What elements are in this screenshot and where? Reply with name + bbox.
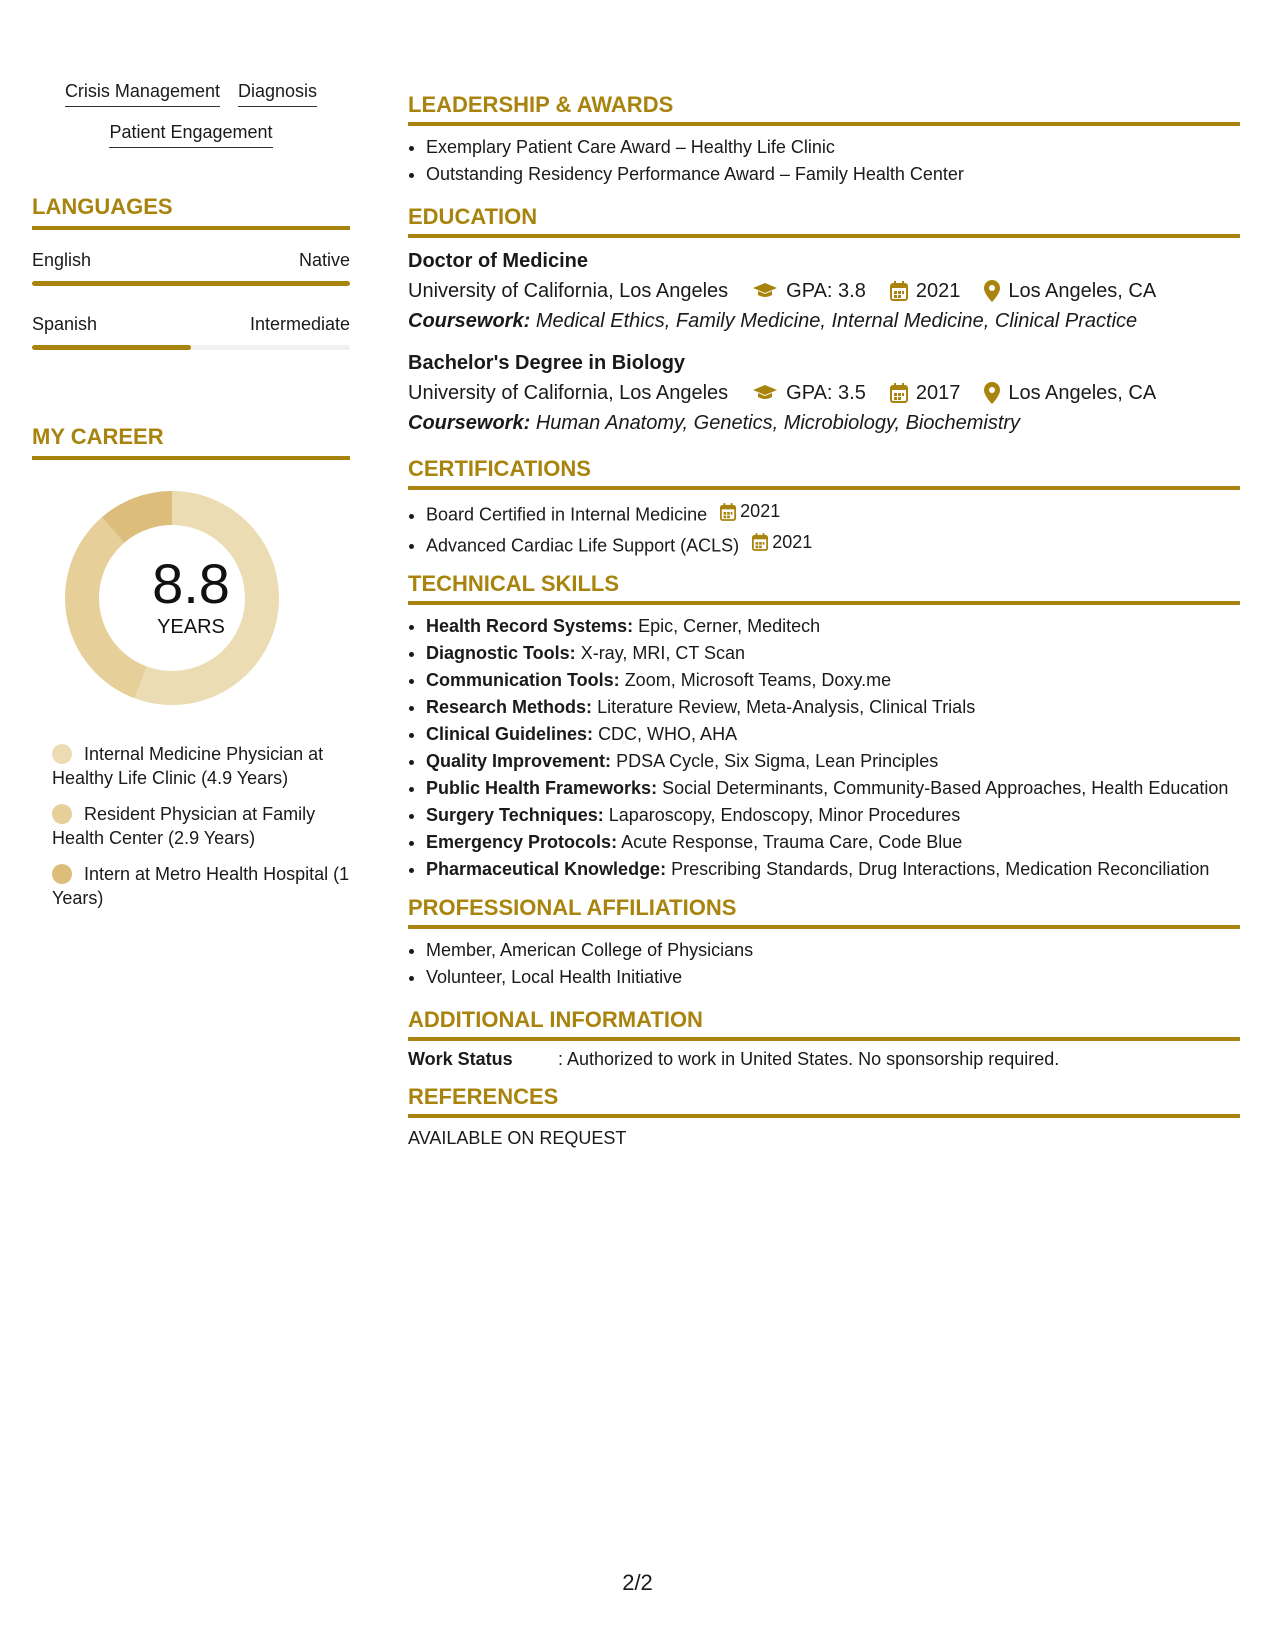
certification-year: 2021 — [772, 531, 813, 552]
references-section — [408, 1084, 1240, 1149]
education-entry — [408, 246, 1240, 336]
additional-info-section — [408, 1007, 1240, 1070]
education-year: 2017 — [915, 382, 961, 404]
technical-skill-label: Public Health Frameworks: — [426, 778, 658, 798]
technical-skill-value: Prescribing Standards, Drug Interactions, Medication Reconciliation — [671, 859, 1210, 879]
technical-skill-value: PDSA Cycle, Six Sigma, Lean Principles — [616, 751, 939, 771]
career-legend-label: Resident Physician at Family Health Center (2.9 Years) — [52, 804, 316, 848]
education-location: Los Angeles, CA — [1008, 280, 1157, 302]
left-column — [32, 80, 350, 922]
technical-skill-item — [426, 775, 1240, 802]
coursework-label: Coursework: — [408, 310, 531, 332]
page-number: 2/2 — [622, 1570, 653, 1595]
language-level: Native — [298, 250, 350, 270]
legend-dot — [52, 744, 72, 764]
career-legend — [32, 742, 350, 910]
calendar-icon — [890, 281, 908, 301]
certification-name: Advanced Cardiac Life Support (ACLS) — [426, 535, 740, 555]
technical-skill-item — [426, 613, 1240, 640]
languages-heading: LANGUAGES — [32, 194, 350, 230]
gpa: GPA: 3.8 — [786, 280, 866, 302]
technical-skill-value: Literature Review, Meta-Analysis, Clinical Trials — [597, 697, 976, 717]
technical-skills-section — [408, 571, 1240, 883]
affiliations-list — [408, 937, 1240, 991]
list-item: • Volunteer, Local Health Initiative — [426, 964, 1240, 991]
technical-skill-value: Laparoscopy, Endoscopy, Minor Procedures — [608, 805, 961, 825]
leadership-list — [408, 134, 1240, 188]
career-donut-chart — [32, 490, 350, 720]
work-status-value: : Authorized to work in United States. No sponsorship required. — [558, 1049, 1060, 1069]
language-item — [32, 314, 350, 350]
technical-skill-item — [426, 748, 1240, 775]
school-name: University of California, Los Angeles — [408, 280, 729, 302]
list-item: • Outstanding Residency Performance Award – Family Health Center — [426, 161, 1240, 188]
technical-skill-value: Zoom, Microsoft Teams, Doxy.me — [624, 670, 892, 690]
technical-skill-label: Quality Improvement: — [426, 751, 612, 771]
certifications-heading: CERTIFICATIONS — [408, 456, 1240, 490]
legend-dot — [52, 804, 72, 824]
certification-year: 2021 — [740, 501, 781, 521]
technical-skills-heading: TECHNICAL SKILLS — [408, 571, 1240, 605]
school-name: University of California, Los Angeles — [408, 382, 729, 404]
career-total-unit: YEARS — [157, 616, 225, 638]
technical-skill-item — [426, 694, 1240, 721]
certification-item — [426, 498, 1240, 529]
technical-skill-item — [426, 856, 1240, 883]
calendar-icon — [890, 383, 908, 403]
references-value: AVAILABLE ON REQUEST — [408, 1128, 627, 1148]
career-section — [32, 424, 350, 910]
technical-skill-label: Health Record Systems: — [426, 616, 634, 636]
technical-skill-label: Clinical Guidelines: — [426, 724, 594, 744]
technical-skill-label: Communication Tools: — [426, 670, 620, 690]
certifications-list — [408, 498, 1240, 559]
education-location: Los Angeles, CA — [1008, 382, 1157, 404]
additional-info-heading: ADDITIONAL INFORMATION — [408, 1007, 1240, 1041]
skill-tag: Patient Engagement — [109, 121, 272, 148]
technical-skills-list — [408, 613, 1240, 883]
degree-title: Bachelor's Degree in Biology — [408, 352, 686, 374]
career-total-value: 8.8 — [152, 552, 230, 615]
gpa: GPA: 3.5 — [786, 382, 866, 404]
list-item: • Member, American College of Physicians — [426, 937, 1240, 964]
graduation-cap-icon — [752, 282, 778, 300]
technical-skill-label: Research Methods: — [426, 697, 593, 717]
career-legend-label: Internal Medicine Physician at Healthy Life Clinic (4.9 Years) — [52, 744, 324, 788]
certifications-section — [408, 456, 1240, 559]
language-bar — [32, 281, 350, 286]
right-column — [408, 92, 1240, 1149]
technical-skill-value: X-ray, MRI, CT Scan — [580, 643, 746, 663]
affiliations-heading: PROFESSIONAL AFFILIATIONS — [408, 895, 1240, 929]
language-name: Spanish — [32, 314, 98, 334]
education-entry — [408, 348, 1240, 438]
career-heading: MY CAREER — [32, 424, 350, 460]
leadership-heading: LEADERSHIP & AWARDS — [408, 92, 1240, 126]
graduation-cap-icon — [752, 384, 778, 402]
degree-title: Doctor of Medicine — [408, 250, 589, 272]
technical-skill-item — [426, 667, 1240, 694]
technical-skill-label: Surgery Techniques: — [426, 805, 604, 825]
language-name: English — [32, 250, 92, 270]
location-pin-icon — [984, 382, 1000, 404]
technical-skill-item — [426, 802, 1240, 829]
career-legend-item — [32, 802, 350, 850]
leadership-section — [408, 92, 1240, 188]
calendar-icon — [752, 533, 768, 551]
language-level: Intermediate — [249, 314, 350, 334]
technical-skill-label: Diagnostic Tools: — [426, 643, 576, 663]
technical-skill-item — [426, 721, 1240, 748]
coursework-list: Human Anatomy, Genetics, Microbiology, Biochemistry — [535, 412, 1021, 434]
language-bar — [32, 345, 350, 350]
certification-name: Board Certified in Internal Medicine — [426, 504, 708, 525]
education-section — [408, 204, 1240, 438]
education-year: 2021 — [915, 280, 961, 302]
technical-skill-item — [426, 640, 1240, 667]
career-legend-item — [32, 742, 350, 790]
coursework-label: Coursework: — [408, 412, 531, 434]
references-heading: REFERENCES — [408, 1084, 1240, 1118]
location-pin-icon — [984, 280, 1000, 302]
education-heading: EDUCATION — [408, 204, 1240, 238]
technical-skill-item — [426, 829, 1240, 856]
skill-tag: Crisis Management — [65, 80, 220, 107]
work-status-label: Work Status — [408, 1049, 513, 1069]
list-item: • Exemplary Patient Care Award – Healthy Life Clinic — [426, 134, 1240, 161]
technical-skill-label: Pharmaceutical Knowledge: — [426, 859, 667, 879]
career-legend-label: Intern at Metro Health Hospital (1 Years) — [52, 864, 350, 908]
technical-skill-value: Epic, Cerner, Meditech — [638, 616, 821, 636]
technical-skill-value: Acute Response, Trauma Care, Code Blue — [621, 832, 963, 852]
technical-skill-value: CDC, WHO, AHA — [598, 724, 738, 744]
coursework — [408, 306, 1240, 336]
technical-skill-value: Social Determinants, Community-Based Approaches, Health Education — [662, 778, 1229, 798]
coursework-list: Medical Ethics, Family Medicine, Internal Medicine, Clinical Practice — [535, 310, 1138, 332]
language-item — [32, 250, 350, 286]
skill-tag: Diagnosis — [238, 80, 317, 107]
languages-section — [32, 194, 350, 350]
affiliations-section — [408, 895, 1240, 991]
legend-dot — [52, 864, 72, 884]
language-bar-fill — [32, 345, 191, 350]
coursework — [408, 408, 1240, 438]
certification-item — [426, 529, 1240, 560]
language-bar-fill — [32, 281, 350, 286]
skills-tags — [32, 80, 350, 148]
technical-skill-label: Emergency Protocols: — [426, 832, 618, 852]
career-legend-item — [32, 862, 350, 910]
calendar-icon — [720, 503, 736, 521]
